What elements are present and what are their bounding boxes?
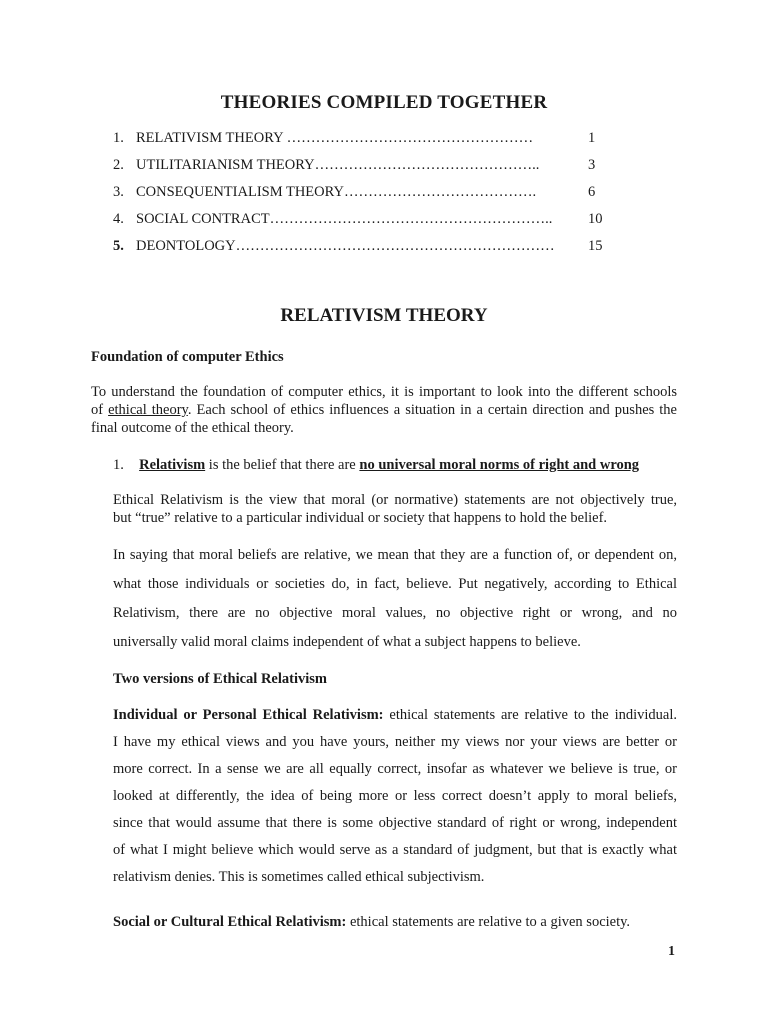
text-line: Relativism, there are no objective moral values, no objective right or wrong, and no [113, 605, 677, 621]
individual-term: Individual or Personal Ethical Relativism: [113, 707, 384, 723]
definition-paragraph [113, 492, 677, 528]
text-line: In saying that moral beliefs are relative, we mean that they are a function of, or dependent on, [113, 547, 677, 563]
toc-entry: UTILITARIANISM THEORY……………………………………….. [136, 157, 540, 173]
toc-row[interactable] [113, 184, 613, 204]
key-claim: no universal moral norms of right and wrong [359, 457, 640, 473]
document-title: THEORIES COMPILED TOGETHER [220, 92, 548, 113]
toc-row[interactable] [113, 130, 613, 150]
list-number: 1. [113, 457, 124, 473]
text-line: Individual or Personal Ethical Relativism: ethical statements are relative to the individual. [113, 707, 677, 723]
toc-entry: DEONTOLOGY………………………………………………………… [136, 238, 555, 254]
individual-relativism-paragraph [113, 707, 677, 896]
text-line: Ethical Relativism is the view that moral (or normative) statements are not objectively true, [113, 492, 677, 508]
subheading: Foundation of computer Ethics [91, 349, 284, 365]
toc-row[interactable] [113, 157, 613, 177]
text-line: what those individuals or societies do, in fact, believe. Put negatively, according to Ethical [113, 576, 677, 592]
toc-number: 2. [113, 157, 124, 173]
text-line: I have my ethical views and you have yours, neither my views nor your views are better or [113, 734, 677, 750]
toc-entry: SOCIAL CONTRACT………………………………………………….. [136, 211, 553, 227]
toc-row[interactable] [113, 238, 613, 258]
toc-page-number: 3 [588, 157, 596, 173]
relativism-term: Relativism [139, 457, 206, 473]
intro-paragraph [91, 384, 677, 438]
text-line: To understand the foundation of computer ethics, it is important to look into the different schools [91, 384, 677, 400]
toc-entry: CONSEQUENTIALISM THEORY…………………………………. [136, 184, 537, 200]
text-line: of what I might believe which would serve as a standard of judgment, but that is exactly what [113, 842, 677, 858]
page-number: 1 [668, 944, 675, 959]
text-line: but “true” relative to a particular individual or society that happens to hold the belief. [113, 510, 608, 526]
toc-entry: RELATIVISM THEORY …………………………………………… [136, 130, 534, 146]
ethical-theory-link[interactable]: ethical theory [108, 402, 188, 418]
text-line: universally valid moral claims independent of what a subject happens to believe. [113, 634, 581, 650]
text-line: of ethical theory. Each school of ethics influences a situation in a certain direction and pushes the [91, 402, 677, 418]
toc-page-number: 6 [588, 184, 596, 200]
toc-page-number: 10 [588, 211, 603, 227]
text-line: relativism denies. This is sometimes called ethical subjectivism. [113, 869, 485, 885]
toc-number: 4. [113, 211, 124, 227]
toc-number: 3. [113, 184, 124, 200]
toc-number: 5. [113, 238, 124, 254]
text-line: since that would assume that there is some objective standard of right or wrong, independent [113, 815, 677, 831]
toc-row[interactable] [113, 211, 613, 231]
text-line: final outcome of the ethical theory. [91, 420, 294, 436]
list-item: 1. Relativism is the belief that there are no universal moral norms of right and wrong [113, 457, 640, 473]
relative-beliefs-paragraph [113, 547, 677, 663]
social-term: Social or Cultural Ethical Relativism: [113, 914, 347, 930]
social-relativism-paragraph: Social or Cultural Ethical Relativism: ethical statements are relative to a given society. [113, 914, 631, 930]
text-line: more correct. In a sense we are all equally correct, insofar as whatever we believe is true, or [113, 761, 677, 777]
toc-page-number: 15 [588, 238, 603, 254]
toc-number: 1. [113, 130, 124, 146]
section-title: RELATIVISM THEORY [280, 305, 488, 326]
versions-heading: Two versions of Ethical Relativism [113, 671, 327, 687]
text-line: looked at differently, the idea of being more or less correct doesn’t apply to moral beliefs, [113, 788, 677, 804]
toc-page-number: 1 [588, 130, 596, 146]
